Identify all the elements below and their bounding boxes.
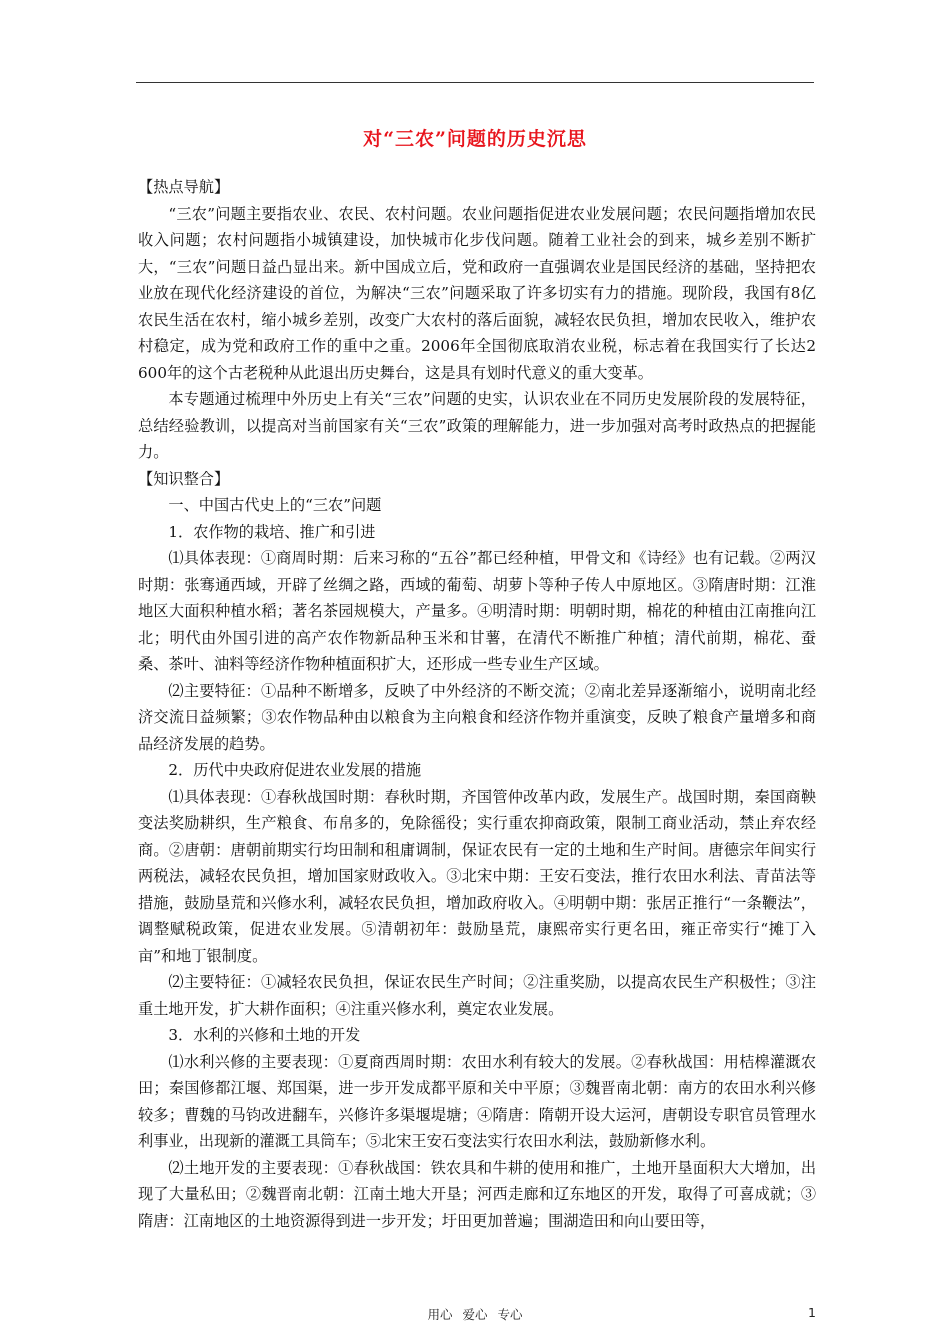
paragraph: 1．农作物的栽培、推广和引进 — [168, 522, 376, 541]
document-body — [138, 174, 816, 1234]
header-rule — [136, 82, 814, 83]
paragraph: ⑵土地开发的主要表现：①春秋战国：铁农具和牛耕的使用和推广，土地开垦面积大大增加，出现了大量私田；②魏晋南北朝：江南土地大开垦；河西走廊和辽东地区的开发，取得了可喜成就；③隋唐：江南地区的土地资源得到进一步开发；圩田更加普遍；围湖造田和向山要田等， — [138, 1158, 816, 1230]
page-footer — [0, 1305, 950, 1325]
paragraph: 【知识整合】 — [138, 469, 230, 488]
paragraph: ⑴具体表现：①商周时期：后来习称的“五谷”都已经种植，甲骨文和《诗经》也有记载。②两汉时期：张骞通西域，开辟了丝绸之路，西域的葡萄、胡萝卜等种子传人中原地区。③隋唐时期：江淮地区大面积种植水稻；著名茶园规模大，产量多。④明清时期：明朝时期，棉花的种植由江南推向江北；明代由外国引进的高产农作物新品种玉米和甘薯，在清代不断推广种植；清代前期，棉花、蚕桑、茶叶、油料等经济作物种植面积扩大，还形成一些专业生产区域。 — [138, 549, 816, 673]
paragraph: ⑵主要特征：①减轻农民负担，保证农民生产时间；②注重奖励，以提高农民生产积极性；③注重土地开发，扩大耕作面积；④注重兴修水利，奠定农业发展。 — [138, 973, 816, 1018]
paragraph: 【热点导航】 — [138, 178, 230, 196]
page-number: 1 — [808, 1305, 816, 1320]
paragraph: “三农”问题主要指农业、农民、农村问题。农业问题指促进农业发展问题；农民问题指增加农民收入问题；农村问题指小城镇建设，加快城市化步伐问题。随着工业社会的到来，城乡差别不断扩大，“三农”问题日益凸显出来。新中国成立后，党和政府一直强调农业是国民经济的基础，坚持把农业放在现代化经济建设的首位，为解决“三农”问题采取了许多切实有力的措施。现阶段，我国有8亿农民生活在农村，缩小城乡差别，改变广大农村的落后面貌，减轻农民负担，增加农民收入，维护农村稳定，成为党和政府工作的重中之重。2006年全国彻底取消农业税，标志着在我国实行了长达2 600年的这个古老税种从此退出历史舞台，这是具有划时代意义的重大变革。 — [138, 204, 816, 382]
paragraph: 2．历代中央政府促进农业发展的措施 — [168, 761, 422, 779]
paragraph: ⑴水利兴修的主要表现：①夏商西周时期：农田水利有较大的发展。②春秋战国：用桔槔灌溉农田；秦国修都江堰、郑国渠，进一步开发成都平原和关中平原；③魏晋南北朝：南方的农田水利兴修较多；曹魏的马钧改进翻车，兴修许多渠堰堤塘；④隋唐：隋朝开设大运河，唐朝设专职官员管理水利事业，出现新的灌溉工具筒车；⑤北宋王安石变法实行农田水利法，鼓励新修水利。 — [138, 1052, 816, 1150]
paragraph: 本专题通过梳理中外历史上有关“三农”问题的史实，认识农业在不同历史发展阶段的发展特征，总结经验教训，以提高对当前国家有关“三农”政策的理解能力，进一步加强对高考时政热点的把握能力。 — [138, 390, 816, 461]
document-title: 对“三农”问题的历史沉思 — [363, 128, 587, 150]
paragraph: 一、中国古代史上的“三农”问题 — [168, 496, 382, 514]
paragraph: ⑵主要特征：①品种不断增多，反映了中外经济的不断交流；②南北差异逐渐缩小，说明南北经济交流日益频繁；③农作物品种由以粮食为主向粮食和经济作物并重演变，反映了粮食产量增多和商品经济发展的趋势。 — [138, 681, 816, 753]
footer-motto: 用心 爱心 专心 — [427, 1307, 523, 1322]
paragraph: ⑴具体表现：①春秋战国时期：春秋时期，齐国管仲改革内政，发展生产。战国时期，秦国商鞅变法奖励耕织，生产粮食、布帛多的，免除徭役；实行重农抑商政策，限制工商业活动，禁止弃农经商。②唐朝：唐朝前期实行均田制和租庸调制，保证农民有一定的土地和生产时间。唐德宗年间实行两税法，减轻农民负担，增加国家财政收入。③北宋中期：王安石变法，推行农田水利法、青苗法等措施，鼓励垦荒和兴修水利，减轻农民负担，增加政府收入。④明朝中期：张居正推行“一条鞭法”，调整赋税政策，促进农业发展。⑤清朝初年：鼓励垦荒，康熙帝实行更名田，雍正帝实行“摊丁入亩”和地丁银制度。 — [138, 787, 816, 965]
paragraph: 3．水利的兴修和土地的开发 — [168, 1026, 361, 1044]
